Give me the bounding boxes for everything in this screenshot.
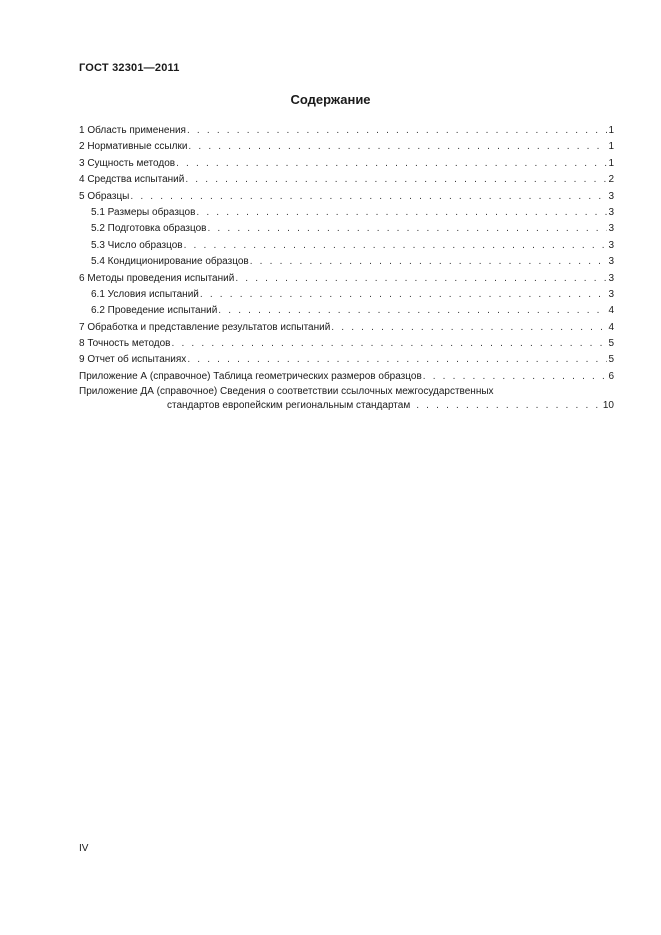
toc-dot-leader	[185, 172, 607, 188]
toc-entry-page: 1	[608, 125, 614, 136]
toc-entry-label: 6.2 Проведение испытаний	[91, 305, 218, 317]
toc-entry-page: 3	[608, 190, 614, 202]
toc-entry-page: 3	[608, 288, 614, 300]
toc-entry-continuation	[79, 399, 614, 413]
toc-entry[interactable]	[79, 139, 614, 155]
toc-entry-label: 5 Образцы	[79, 190, 130, 202]
toc-entry[interactable]	[79, 336, 614, 352]
toc-entry-label-continued: стандартов европейским региональным стандартам	[167, 400, 411, 412]
toc-entry[interactable]	[79, 369, 614, 385]
toc-entry-page: 4	[608, 321, 614, 333]
toc-entry-page: 6	[608, 370, 614, 382]
toc-dot-leader	[130, 189, 607, 205]
toc-entry-page: 3	[608, 256, 614, 268]
toc-entry[interactable]	[79, 352, 614, 368]
toc-entry[interactable]	[79, 320, 614, 336]
toc-dot-leader	[250, 254, 608, 270]
toc-entry-label: 6.1 Условия испытаний	[91, 288, 199, 300]
toc-entry-page: 3	[608, 206, 614, 218]
toc-entry-label: 8 Точность методов	[79, 338, 171, 350]
toc-entry-page: 5	[608, 338, 614, 350]
toc-entry-label: Приложение ДА (справочное) Сведения о соответствии ссылочных межгосударственных	[79, 386, 494, 398]
toc-entry[interactable]	[79, 156, 614, 172]
toc-entry[interactable]	[79, 172, 614, 188]
toc-entry-label: 5.2 Подготовка образцов	[91, 223, 207, 235]
toc-title: Содержание	[290, 92, 371, 107]
toc-dot-leader	[200, 287, 608, 303]
toc-entry-label: 1 Область применения	[79, 125, 186, 136]
toc-dot-leader	[187, 123, 607, 139]
table-of-contents	[79, 123, 614, 413]
toc-entry-page: 10	[602, 400, 614, 412]
toc-entry-page: 3	[608, 272, 614, 284]
toc-entry[interactable]	[79, 287, 614, 303]
toc-dot-leader	[172, 336, 608, 352]
toc-dot-leader	[416, 399, 602, 413]
toc-entry-label: 6 Методы проведения испытаний	[79, 272, 235, 284]
toc-entry-page: 1	[608, 141, 614, 153]
toc-dot-leader	[331, 320, 607, 336]
toc-entry-page: 3	[608, 223, 614, 235]
toc-entry-label: 5.1 Размеры образцов	[91, 206, 196, 218]
toc-entry[interactable]	[79, 254, 614, 270]
toc-entry[interactable]	[79, 123, 614, 139]
page-number: IV	[79, 843, 89, 854]
toc-entry-label: 4 Средства испытаний	[79, 174, 185, 186]
toc-dot-leader	[218, 303, 607, 319]
toc-dot-leader	[187, 352, 607, 368]
toc-entry[interactable]	[79, 221, 614, 237]
toc-entry-label: 2 Нормативные ссылки	[79, 141, 188, 153]
toc-entry-appendix-da[interactable]	[79, 385, 614, 413]
toc-entry-label: 9 Отчет об испытаниях	[79, 354, 187, 366]
toc-entry[interactable]	[79, 205, 614, 221]
toc-entry-page: 4	[608, 305, 614, 317]
toc-entry-label: 7 Обработка и представление результатов испытаний	[79, 321, 331, 333]
toc-entry-label: Приложение А (справочное) Таблица геометрических размеров образцов	[79, 370, 422, 382]
toc-entry[interactable]	[79, 189, 614, 205]
toc-entry-page: 5	[608, 354, 614, 366]
toc-dot-leader	[184, 238, 608, 254]
toc-entry-label: 5.3 Число образцов	[91, 239, 183, 251]
toc-dot-leader	[196, 205, 607, 221]
toc-dot-leader	[235, 271, 607, 287]
toc-entry[interactable]	[79, 303, 614, 319]
toc-entry-page: 2	[608, 174, 614, 186]
toc-entry[interactable]	[79, 238, 614, 254]
toc-entry[interactable]	[79, 271, 614, 287]
toc-dot-leader	[176, 156, 607, 172]
toc-entry-label: 3 Сущность методов	[79, 157, 176, 169]
toc-entry-page: 1	[608, 157, 614, 169]
toc-dot-leader	[423, 369, 608, 385]
toc-entry-label: 5.4 Кондиционирование образцов	[91, 256, 249, 268]
toc-entry-page: 3	[608, 239, 614, 251]
standard-designation: ГОСТ 32301—2011	[79, 62, 180, 74]
toc-dot-leader	[188, 139, 607, 155]
toc-dot-leader	[207, 221, 607, 237]
